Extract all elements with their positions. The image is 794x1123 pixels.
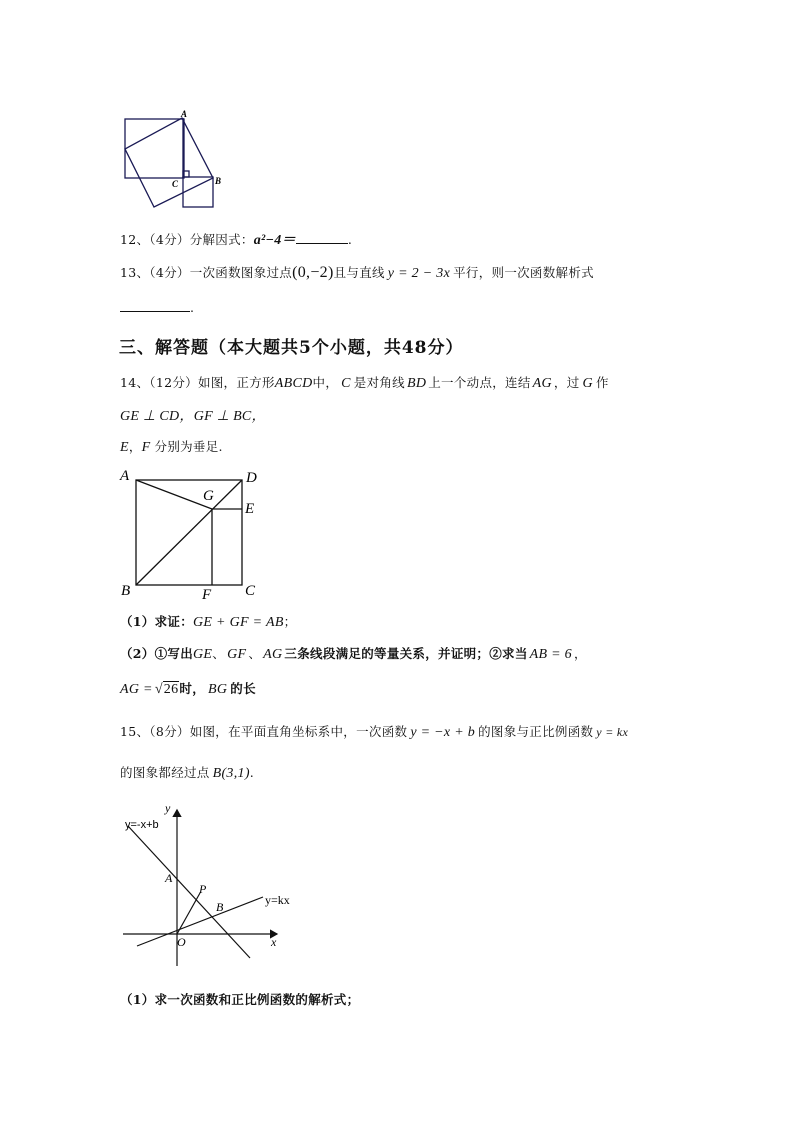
label-P: P — [199, 882, 207, 896]
label-D: D — [246, 470, 257, 486]
q14-text-a: 14、（12分）如图，正方形 — [120, 375, 275, 390]
sqrt-sign: √ — [154, 682, 163, 697]
figure-square-abcd — [115, 463, 265, 603]
q15-text-b: 的图象与正比例函数 — [478, 724, 594, 739]
q14-c: C — [341, 376, 351, 391]
q15-text-c: 的图象都经过点 — [120, 765, 210, 780]
question-14-line1 — [120, 373, 609, 392]
segment-op — [177, 893, 200, 934]
q13-end: . — [190, 300, 195, 315]
q15-text-a: 15、（8分）如图，在平面直角坐标系中，一次函数 — [120, 724, 408, 739]
q15-expr2: y = kx — [596, 725, 629, 739]
q14-ab6: AB = 6 — [529, 647, 572, 662]
q14-ag-eq: AG = — [120, 682, 153, 697]
figure-squares — [118, 108, 228, 212]
q14-text-b: 中， — [312, 375, 339, 390]
q13-point: (0,−2) — [292, 264, 334, 281]
q14-sep: ， — [128, 439, 142, 454]
q14-ge: GE — [193, 647, 213, 662]
line-y-neg-x-plus-b — [128, 826, 250, 958]
diagonal-bd — [136, 480, 242, 585]
q14-ag2: AG — [263, 647, 283, 662]
q14-sep1: 、 — [212, 646, 226, 661]
label-G: G — [203, 488, 214, 504]
label-F: F — [202, 587, 212, 603]
q14-part1 — [120, 612, 296, 631]
q14-text-d: 上一个动点，连结 — [428, 375, 531, 390]
q13-suffix: 平行，则一次函数解析式 — [453, 265, 594, 280]
label-C: C — [245, 583, 256, 599]
q15-part1: （1）求一次函数和正比例函数的解析式； — [120, 992, 360, 1007]
q14-bg: BG — [208, 682, 228, 697]
segment-ag — [136, 480, 212, 509]
label-line1: y=-x+b — [125, 819, 159, 831]
q14-part1-label: （1）求证： — [120, 614, 193, 629]
q15-point: B(3,1) — [212, 766, 250, 781]
q14-abcd: ABCD — [274, 376, 313, 391]
label-line2: y=kx — [265, 893, 290, 907]
label-A: A — [181, 109, 188, 119]
q13-prefix: 13、（4分）一次函数图象过点 — [120, 265, 293, 280]
section-3-title: 三、解答题（本大题共5个小题，共48分） — [119, 338, 464, 358]
q14-e: E — [120, 440, 129, 455]
question-14-line2 — [120, 405, 266, 425]
label-x-axis: x — [271, 935, 277, 949]
label-B: B — [215, 176, 222, 186]
q14-ag: AG — [532, 376, 552, 391]
q14-part2-d: 时， — [179, 681, 206, 696]
tilted-square — [125, 118, 213, 207]
q14-text-rest: 分别为垂足. — [154, 439, 223, 454]
question-14-line3 — [120, 437, 223, 456]
q13-line: y = 2 − 3x — [387, 266, 451, 281]
q14-sep2: 、 — [248, 646, 262, 661]
label-B: B — [121, 583, 131, 599]
q14-part1-end: ； — [283, 614, 297, 629]
q14-part2-c: ， — [573, 646, 587, 661]
q15-end: . — [249, 765, 255, 780]
q15-expr1: y = −x + b — [410, 725, 476, 740]
question-13 — [120, 263, 594, 282]
q14-text-e: ，过 — [553, 375, 580, 390]
q14-part2 — [120, 644, 587, 663]
q13-blank — [120, 311, 190, 312]
q14-gf: GF — [227, 647, 247, 662]
q12-expression: a²−4＝ — [253, 233, 296, 248]
label-y-axis: y — [165, 801, 171, 815]
q12-blank — [296, 243, 348, 244]
q14-part2-a: （2）①写出 — [120, 646, 193, 661]
figure-coordinate-plane — [115, 800, 315, 972]
q12-end: . — [347, 232, 353, 247]
label-O: O — [177, 935, 186, 949]
q14-text-f: 作 — [595, 375, 609, 390]
q13-answer-line — [120, 300, 194, 315]
question-12 — [120, 229, 352, 249]
q14-sqrt-value: 26 — [163, 682, 179, 697]
q14-bd: BD — [406, 376, 427, 391]
small-square — [183, 177, 213, 207]
q12-prefix: 12、（4分）分解因式： — [120, 232, 254, 247]
q14-part2-line2 — [120, 679, 256, 698]
q14-part2-e: 的长 — [230, 681, 256, 696]
question-15-line1 — [120, 722, 628, 741]
label-B: B — [216, 900, 224, 914]
q14-perpendiculars: GE ⊥ CD，GF ⊥ BC， — [120, 409, 266, 424]
label-A: A — [165, 871, 173, 885]
q14-f: F — [141, 440, 151, 455]
label-A: A — [120, 468, 130, 484]
label-E: E — [245, 501, 255, 517]
q13-mid: 且与直线 — [333, 265, 385, 280]
q14-g: G — [582, 376, 593, 391]
q14-part1-expr: GE + GF = AB — [193, 615, 284, 630]
q14-part2-b: 三条线段满足的等量关系，并证明；②求当 — [284, 646, 528, 661]
question-15-line2 — [120, 763, 254, 782]
large-square — [125, 119, 184, 178]
label-C: C — [172, 179, 179, 189]
q14-text-c: 是对角线 — [353, 375, 405, 390]
